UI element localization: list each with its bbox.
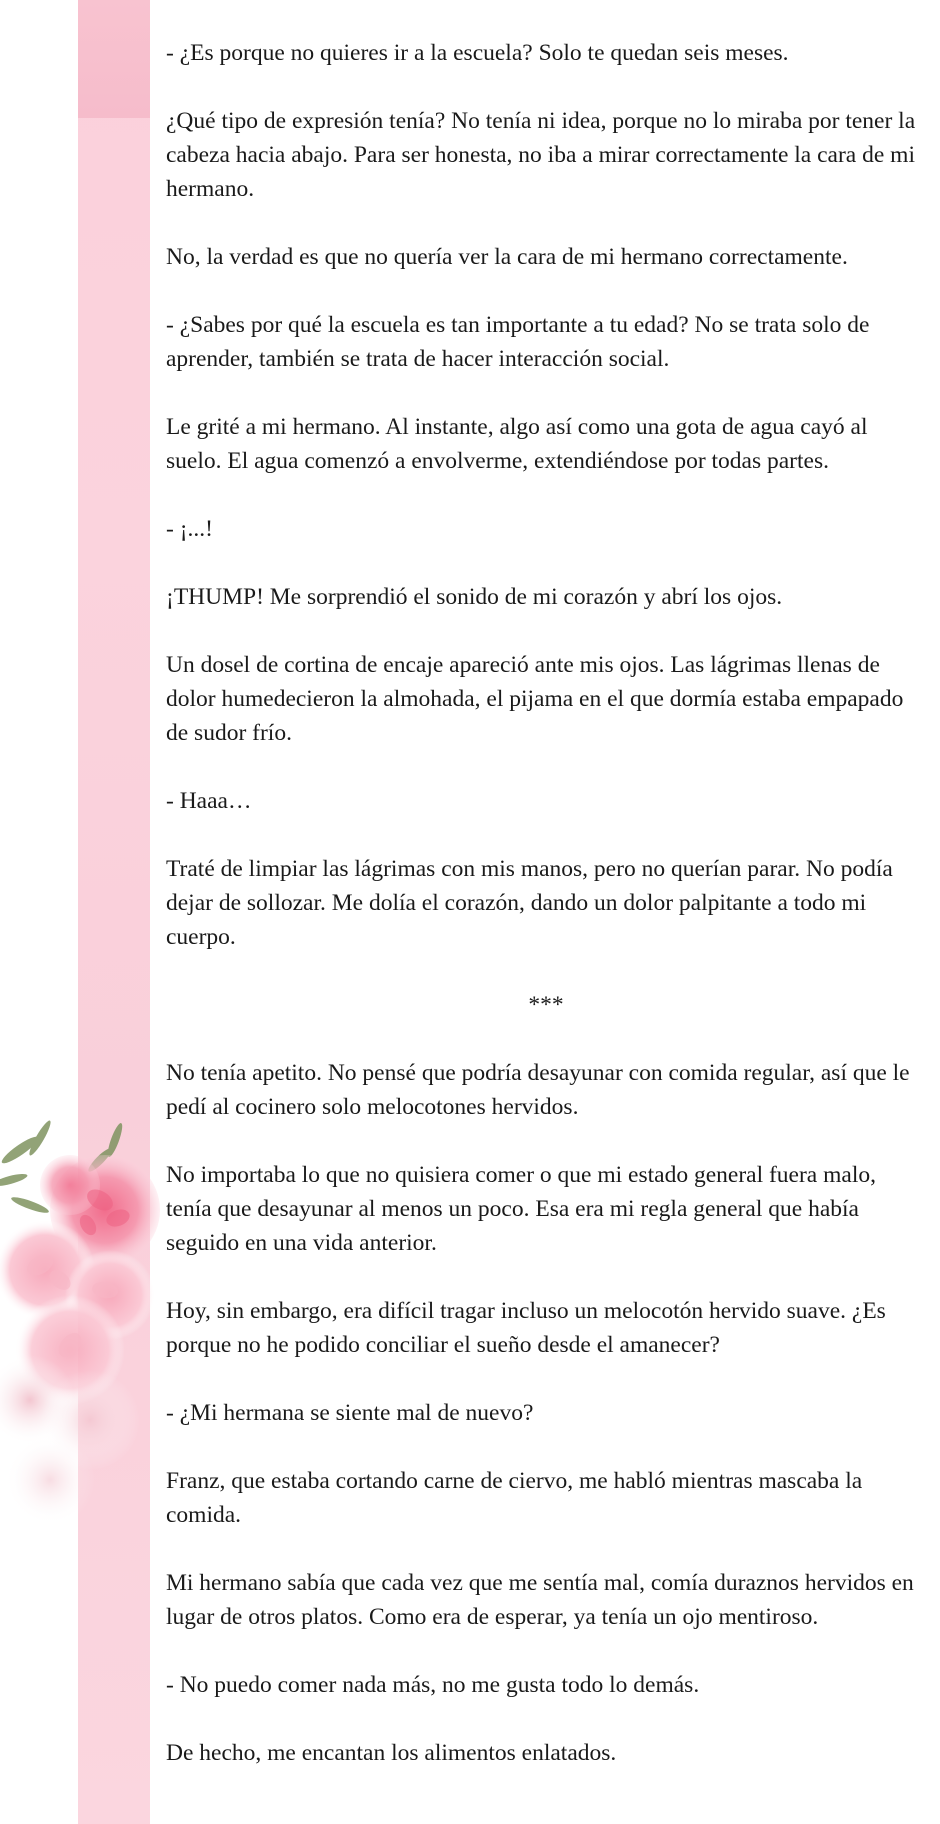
paragraph: No importaba lo que no quisiera comer o que mi estado general fuera malo, tenía que desayunar al menos un poco. Esa era mi regla general que había seguido en una vida anterior. [166,1162,876,1256]
paragraph: - Haaa… [166,788,252,814]
paragraph: ¡THUMP! Me sorprendió el sonido de mi corazón y abrí los ojos. [166,584,783,610]
paragraph: - ¿Es porque no quieres ir a la escuela? Solo te quedan seis meses. [166,40,789,66]
paragraph: No tenía apetito. No pensé que podría desayunar con comida regular, así que le pedí al cocinero solo melocotones hervidos. [166,1060,910,1120]
paragraph: Mi hermano sabía que cada vez que me sentía mal, comía duraznos hervidos en lugar de otros platos. Como era de esperar, ya tenía un ojo mentiroso. [166,1570,914,1630]
paragraph: Hoy, sin embargo, era difícil tragar incluso un melocotón hervido suave. ¿Es porque no he podido conciliar el sueño desde el amanecer? [166,1298,886,1358]
paragraph: Franz, que estaba cortando carne de ciervo, me habló mientras mascaba la comida. [166,1468,863,1528]
paragraph: Un dosel de cortina de encaje apareció ante mis ojos. Las lágrimas llenas de dolor humedecieron la almohada, el pijama en el que dormía estaba empapado de sudor frío. [166,652,904,746]
decorative-pink-strip [78,0,150,1824]
scene-break: *** [528,992,564,1018]
paragraph: - No puedo comer nada más, no me gusta todo lo demás. [166,1672,700,1698]
paragraph: Le grité a mi hermano. Al instante, algo así como una gota de agua cayó al suelo. El agua comenzó a envolverme, extendiéndose por todas partes. [166,414,868,474]
paragraph: Traté de limpiar las lágrimas con mis manos, pero no querían parar. No podía dejar de sollozar. Me dolía el corazón, dando un dolor palpitante a todo mi cuerpo. [166,856,893,950]
paragraph: - ¿Sabes por qué la escuela es tan importante a tu edad? No se trata solo de aprender, también se trata de hacer interacción social. [166,312,870,372]
floral-decoration-icon [0,1120,160,1540]
paragraph: - ¡...! [166,516,213,542]
paragraph: No, la verdad es que no quería ver la cara de mi hermano correctamente. [166,244,848,270]
paragraph: De hecho, me encantan los alimentos enlatados. [166,1740,617,1766]
paragraph: - ¿Mi hermana se siente mal de nuevo? [166,1400,534,1426]
story-text [166,36,926,1804]
paragraph: ¿Qué tipo de expresión tenía? No tenía ni idea, porque no lo miraba por tener la cabeza hacia abajo. Para ser honesta, no iba a mirar correctamente la cara de mi hermano. [166,108,916,202]
decorative-pink-strip-top [78,0,150,118]
